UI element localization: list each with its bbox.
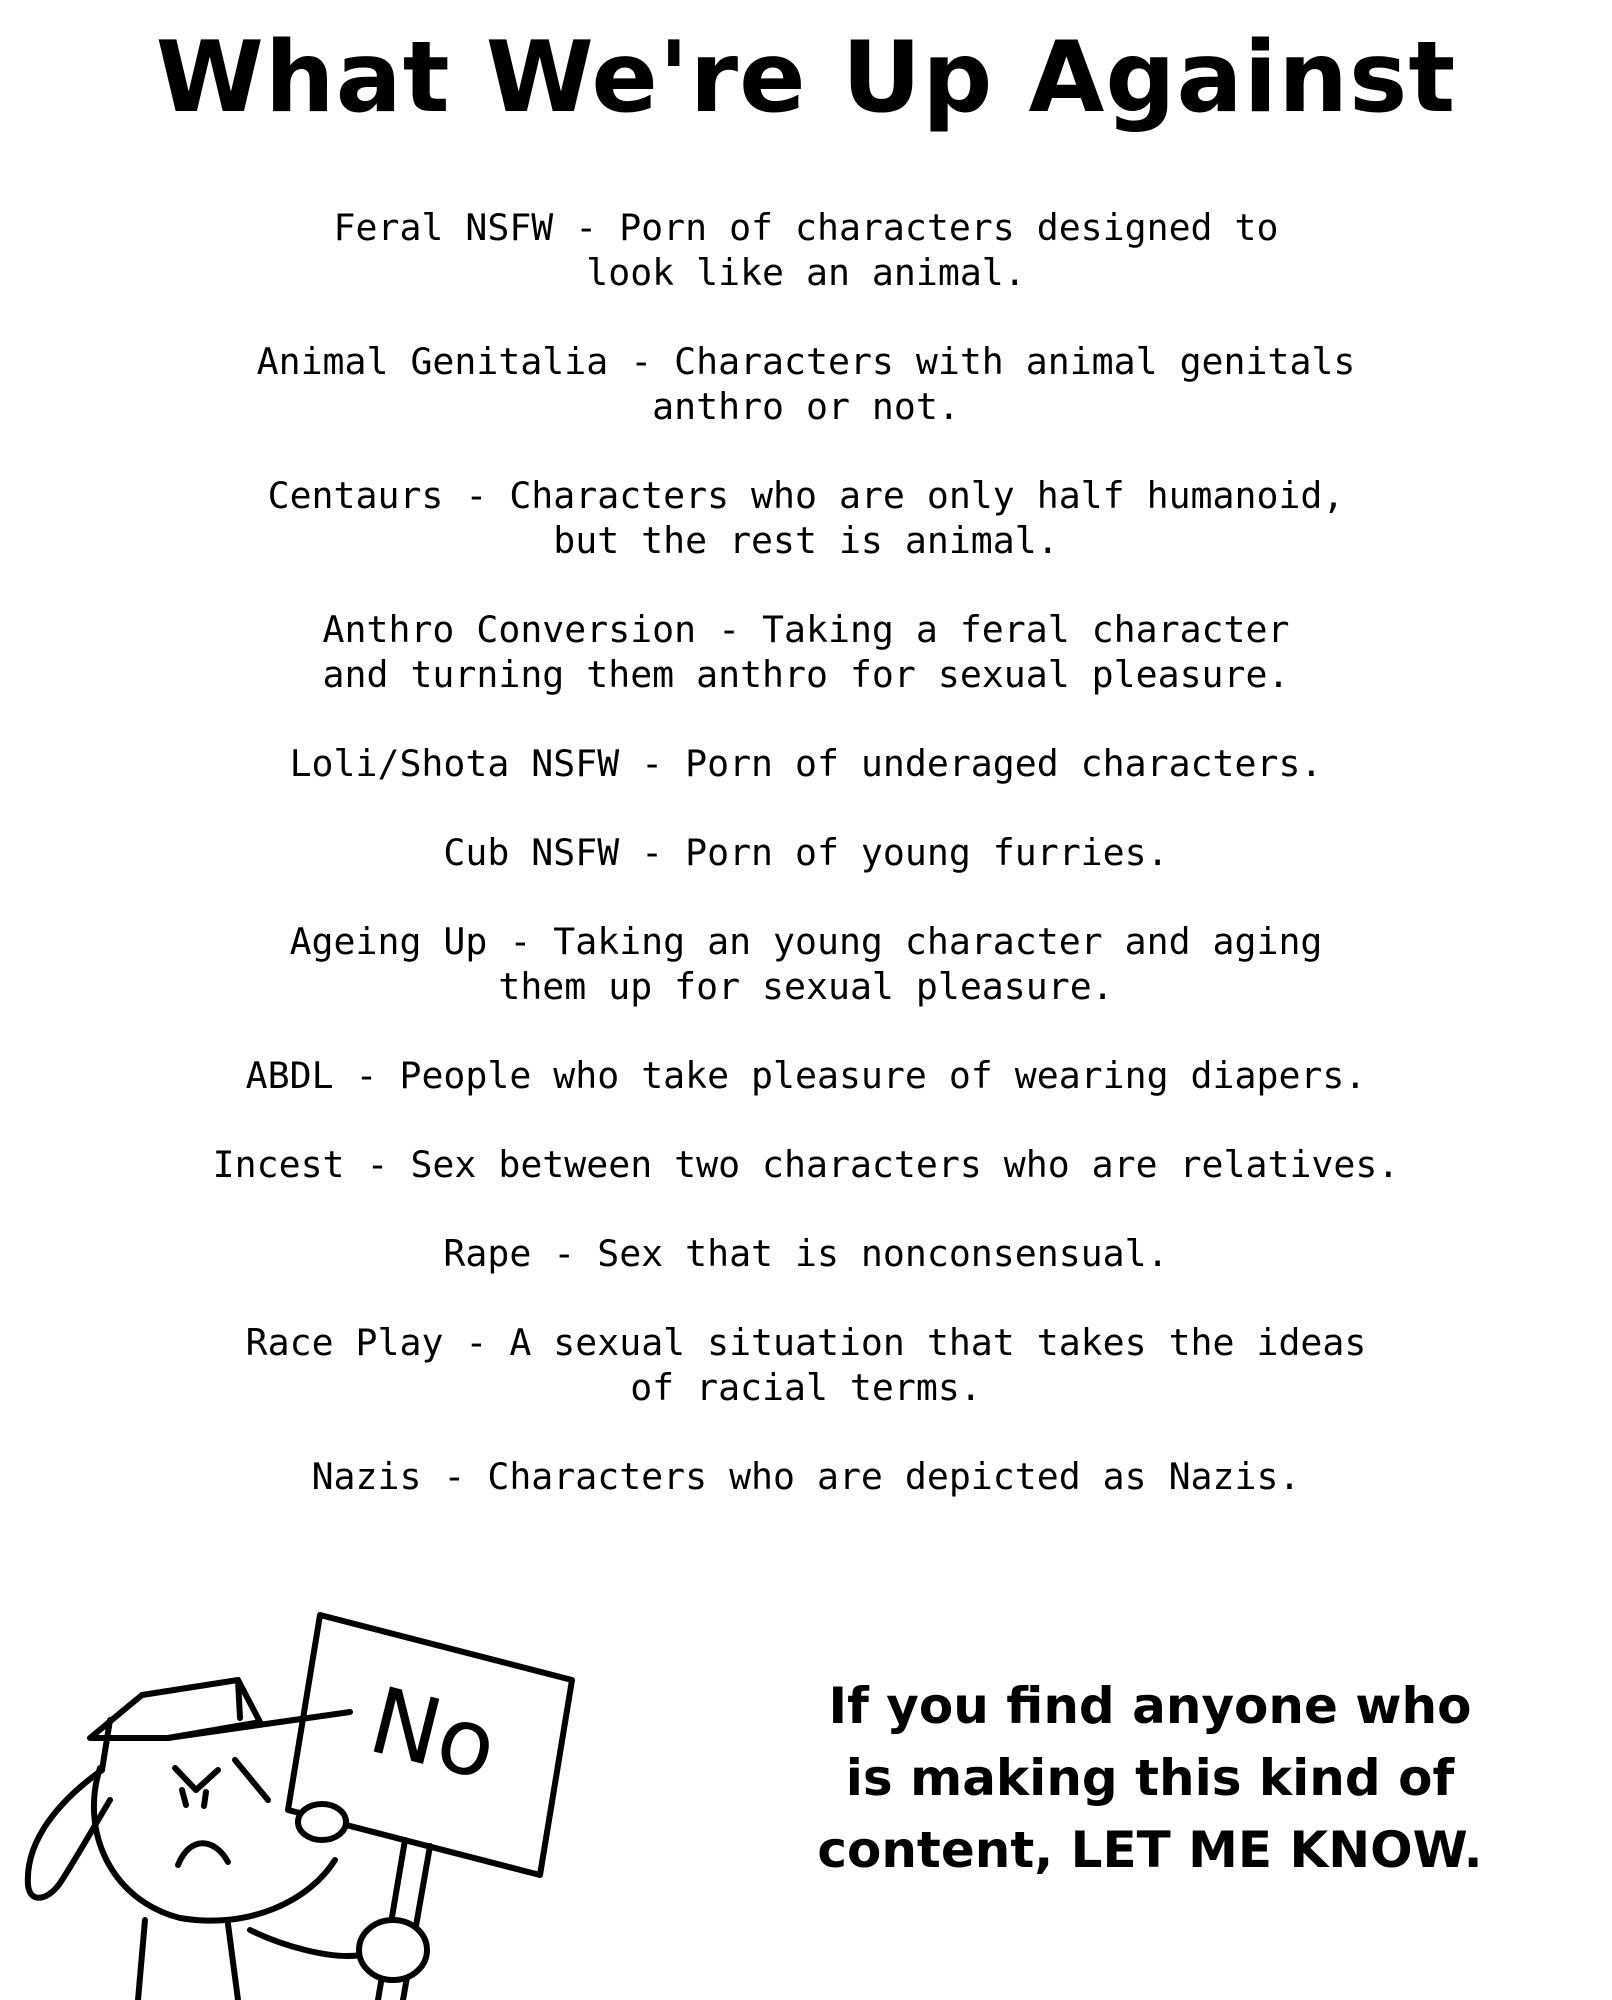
entry-line: Cub NSFW - Porn of young furries. (443, 831, 1169, 874)
list-item (0, 1231, 1612, 1276)
entry-line: Feral NSFW - Porn of characters designed to (333, 206, 1279, 249)
list-item (0, 339, 1612, 429)
entry-line: Animal Genitalia - Characters with animal genitals (256, 340, 1356, 383)
list-item (0, 741, 1612, 786)
list-item (0, 1454, 1612, 1499)
entry-line: Race Play - A sexual situation that takes the ideas (245, 1321, 1367, 1364)
entry-line: look like an animal. (586, 251, 1026, 294)
entry-line: ABDL - People who take pleasure of wearing diapers. (245, 1054, 1367, 1097)
entry-line: and turning them anthro for sexual pleasure. (322, 653, 1290, 696)
list-item (0, 205, 1612, 295)
list-item (0, 607, 1612, 697)
list-item (0, 919, 1612, 1009)
entry-line: Nazis - Characters who are depicted as Nazis. (311, 1455, 1301, 1498)
sign-text: No (359, 1666, 507, 1802)
list-item (0, 473, 1612, 563)
entry-line: anthro or not. (652, 385, 960, 428)
entry-line: Incest - Sex between two characters who are relatives. (212, 1143, 1400, 1186)
cta-line: content, LET ME KNOW. (817, 1821, 1483, 1879)
character-holding-no-sign-icon (0, 1600, 620, 2000)
entry-line: Rape - Sex that is nonconsensual. (443, 1232, 1169, 1275)
entry-line: Ageing Up - Taking an young character and aging (289, 920, 1323, 963)
list-item (0, 1053, 1612, 1098)
list-item (0, 1320, 1612, 1410)
entry-line: them up for sexual pleasure. (498, 965, 1114, 1008)
entry-line: Loli/Shota NSFW - Porn of underaged characters. (289, 742, 1323, 785)
entry-line: of racial terms. (630, 1366, 982, 1409)
cta-line: is making this kind of (845, 1749, 1455, 1807)
cta-line: If you find anyone who (828, 1677, 1472, 1735)
list-item (0, 830, 1612, 875)
entry-line: Anthro Conversion - Taking a feral character (322, 608, 1290, 651)
content-list (0, 205, 1612, 1543)
call-to-action (780, 1670, 1520, 1886)
list-item (0, 1142, 1612, 1187)
entry-line: Centaurs - Characters who are only half humanoid, (267, 474, 1345, 517)
entry-line: but the rest is animal. (553, 519, 1059, 562)
page-title: What We're Up Against (155, 21, 1457, 135)
